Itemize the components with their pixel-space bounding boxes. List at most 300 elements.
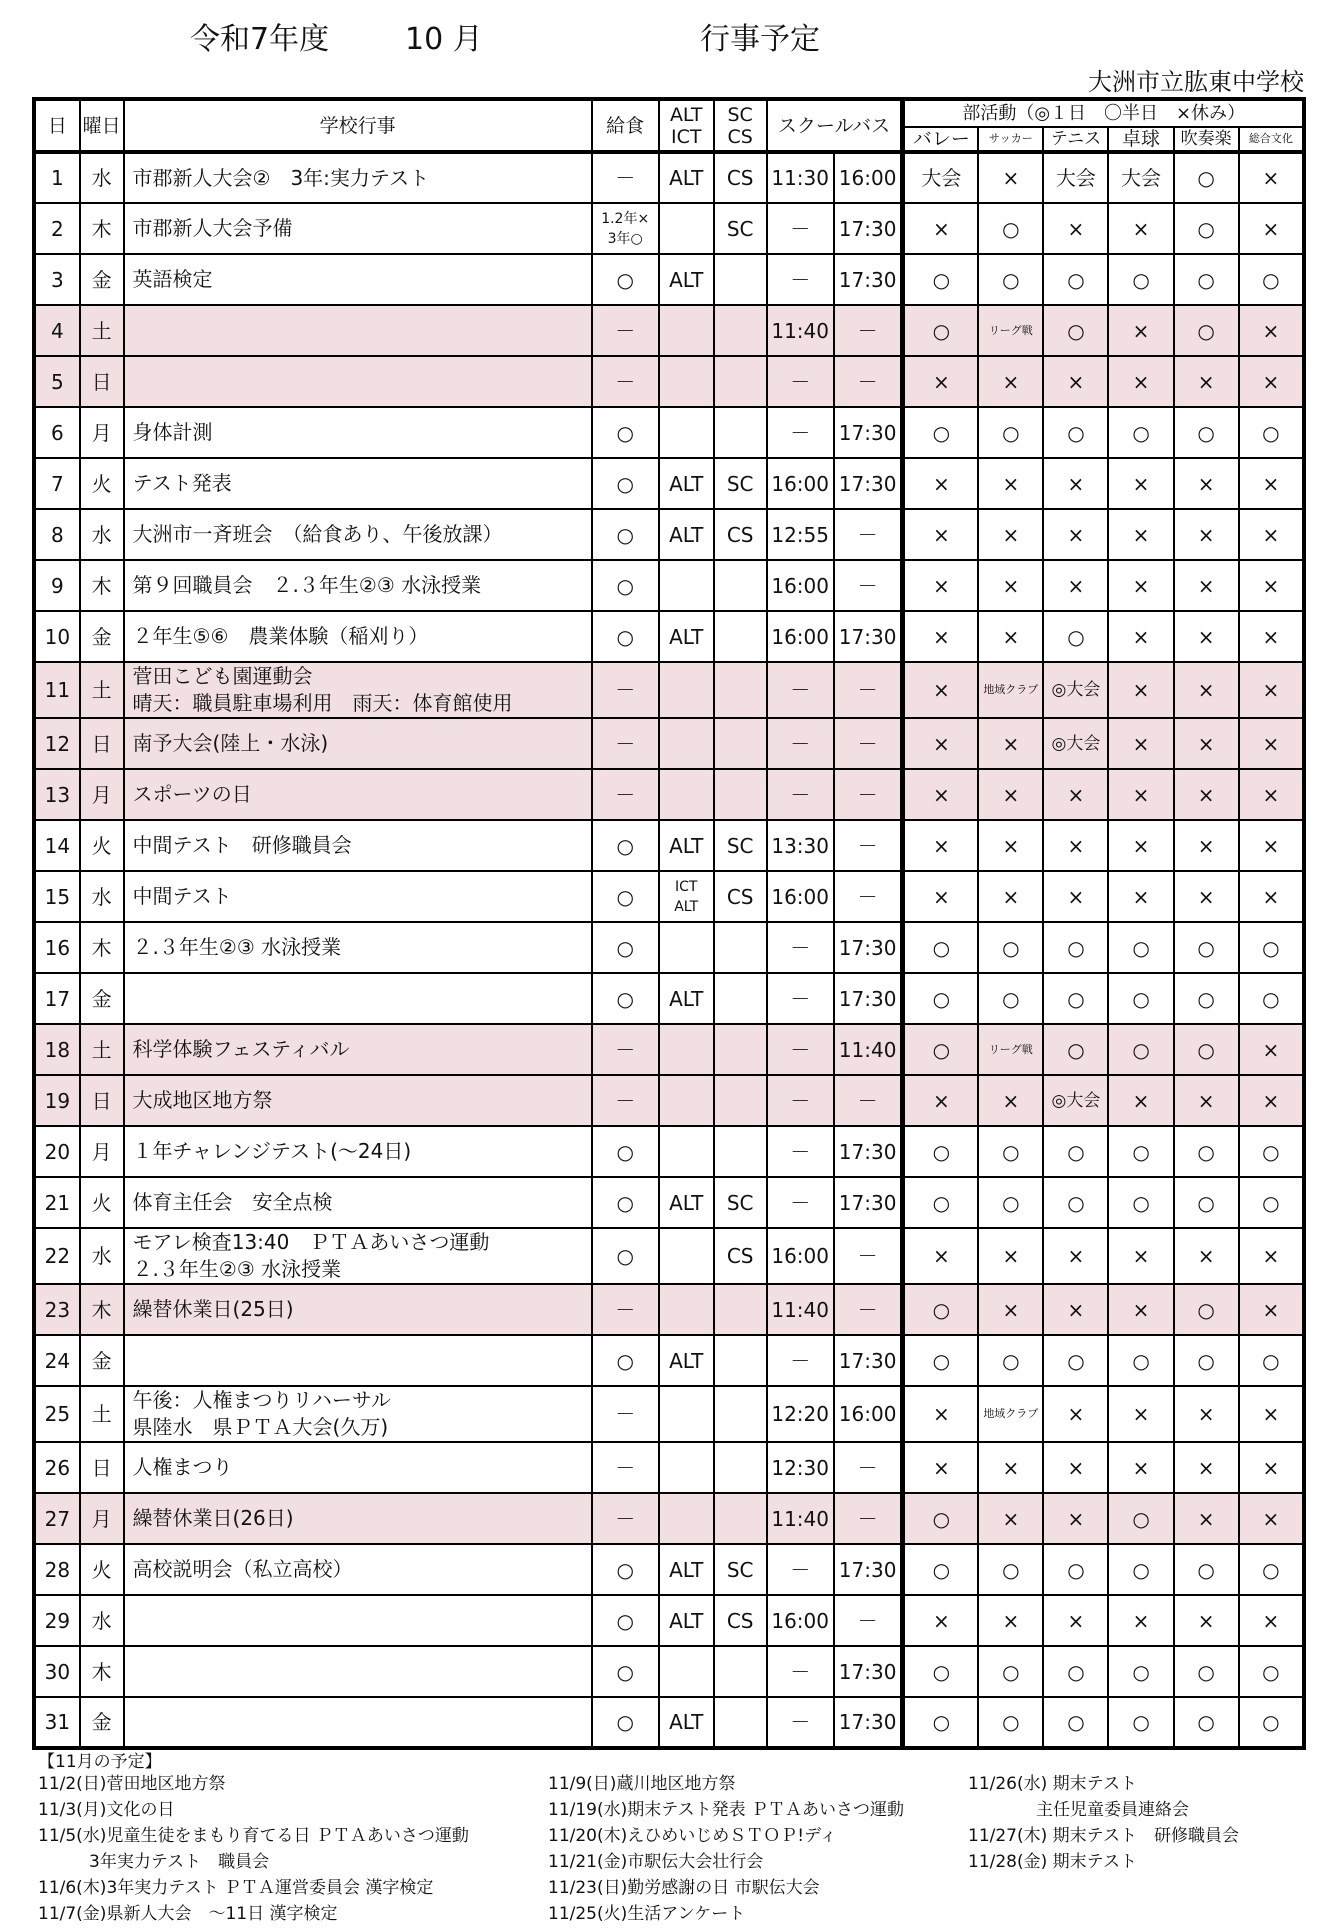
col-event: 学校行事 bbox=[124, 99, 592, 152]
weekday-cell: 火 bbox=[80, 1544, 124, 1595]
club-status-cell: × bbox=[1174, 1386, 1239, 1442]
lunch-cell: ○ bbox=[592, 1228, 659, 1284]
table-row bbox=[34, 1228, 1304, 1284]
club-status-cell: ○ bbox=[1239, 407, 1304, 458]
club-status-cell: ○ bbox=[1108, 407, 1173, 458]
club-status-cell: ○ bbox=[978, 1126, 1043, 1177]
club-status-cell: ○ bbox=[1108, 1335, 1173, 1386]
bus-depart-cell: － bbox=[767, 407, 834, 458]
club-status-cell: × bbox=[1043, 1442, 1108, 1493]
club-status-cell: × bbox=[1174, 356, 1239, 407]
event-cell: スポーツの日 bbox=[124, 769, 592, 820]
club-status-cell: ○ bbox=[1043, 973, 1108, 1024]
alt-cell bbox=[659, 1442, 714, 1493]
weekday-cell: 日 bbox=[80, 1442, 124, 1493]
sc-cell bbox=[714, 922, 767, 973]
club-volleyball: バレー bbox=[903, 127, 978, 152]
weekday-cell: 火 bbox=[80, 820, 124, 871]
club-status-cell: × bbox=[1239, 1442, 1304, 1493]
club-status-cell: × bbox=[1239, 1493, 1304, 1544]
club-status-cell: ○ bbox=[1174, 1024, 1239, 1075]
club-status-cell: × bbox=[1239, 1595, 1304, 1646]
day-cell: 15 bbox=[34, 871, 80, 922]
alt-cell bbox=[659, 407, 714, 458]
november-item: 3年実力テスト 職員会 bbox=[38, 1852, 270, 1872]
bus-depart-cell: － bbox=[767, 922, 834, 973]
club-status-cell: × bbox=[1108, 509, 1173, 560]
weekday-cell: 日 bbox=[80, 1075, 124, 1126]
club-status-cell: × bbox=[1108, 1284, 1173, 1335]
sc-cell bbox=[714, 1493, 767, 1544]
bus-depart-cell: 16:00 bbox=[767, 560, 834, 611]
club-status-cell: × bbox=[903, 1442, 978, 1493]
club-status-cell: × bbox=[903, 1075, 978, 1126]
club-status-cell: × bbox=[1108, 1595, 1173, 1646]
sc-cell bbox=[714, 973, 767, 1024]
sc-cell: CS bbox=[714, 871, 767, 922]
col-lunch: 給食 bbox=[592, 99, 659, 152]
club-status-cell: × bbox=[1108, 1442, 1173, 1493]
sc-cell bbox=[714, 718, 767, 769]
sc-cell: SC bbox=[714, 458, 767, 509]
day-cell: 5 bbox=[34, 356, 80, 407]
bus-return-cell: － bbox=[834, 820, 903, 871]
club-status-cell: × bbox=[978, 820, 1043, 871]
alt-cell: ALT bbox=[659, 1697, 714, 1748]
club-status-cell: ○ bbox=[978, 1177, 1043, 1228]
lunch-cell: ○ bbox=[592, 1646, 659, 1697]
november-item: 11/6(木)3年実力テスト ＰＴＡ運営委員会 漢字検定 bbox=[38, 1878, 434, 1898]
club-status-cell: ○ bbox=[903, 1126, 978, 1177]
sc-cell: CS bbox=[714, 152, 767, 203]
club-status-cell: × bbox=[1174, 820, 1239, 871]
weekday-cell: 月 bbox=[80, 407, 124, 458]
weekday-cell: 木 bbox=[80, 203, 124, 254]
club-status-cell: ○ bbox=[903, 1024, 978, 1075]
club-status-cell: × bbox=[1239, 1024, 1304, 1075]
bus-return-cell: － bbox=[834, 718, 903, 769]
alt-cell bbox=[659, 1493, 714, 1544]
sc-cell bbox=[714, 1024, 767, 1075]
sc-cell: SC bbox=[714, 1544, 767, 1595]
club-status-cell: × bbox=[1174, 1442, 1239, 1493]
weekday-cell: 木 bbox=[80, 922, 124, 973]
club-status-cell: ○ bbox=[1108, 1126, 1173, 1177]
bus-return-cell: 16:00 bbox=[834, 1386, 903, 1442]
club-status-cell: × bbox=[1239, 820, 1304, 871]
day-cell: 24 bbox=[34, 1335, 80, 1386]
bus-return-cell: 17:30 bbox=[834, 1544, 903, 1595]
club-status-cell: ○ bbox=[1174, 1646, 1239, 1697]
bus-depart-cell: － bbox=[767, 1177, 834, 1228]
november-item: 11/27(木) 期末テスト 研修職員会 bbox=[968, 1826, 1239, 1846]
november-col-3 bbox=[968, 1771, 1239, 1875]
club-status-cell: ○ bbox=[1108, 1177, 1173, 1228]
weekday-cell: 土 bbox=[80, 662, 124, 718]
bus-return-cell: 17:30 bbox=[834, 1335, 903, 1386]
bus-return-cell: － bbox=[834, 1228, 903, 1284]
day-cell: 11 bbox=[34, 662, 80, 718]
bus-return-cell: 17:30 bbox=[834, 1697, 903, 1748]
club-status-cell: ○ bbox=[1174, 922, 1239, 973]
club-status-cell: × bbox=[1239, 1284, 1304, 1335]
bus-depart-cell: － bbox=[767, 254, 834, 305]
november-item: 11/26(水) 期末テスト bbox=[968, 1774, 1137, 1794]
lunch-cell: ○ bbox=[592, 820, 659, 871]
club-status-cell: ○ bbox=[978, 1646, 1043, 1697]
table-row bbox=[34, 718, 1304, 769]
club-status-cell: ○ bbox=[1043, 1544, 1108, 1595]
alt-cell: ALT bbox=[659, 1177, 714, 1228]
lunch-cell: ○ bbox=[592, 1697, 659, 1748]
bus-return-cell: 17:30 bbox=[834, 407, 903, 458]
day-cell: 19 bbox=[34, 1075, 80, 1126]
event-cell bbox=[124, 1697, 592, 1748]
day-cell: 6 bbox=[34, 407, 80, 458]
alt-cell: ICT ALT bbox=[659, 871, 714, 922]
club-status-cell: × bbox=[1108, 611, 1173, 662]
club-status-cell: ○ bbox=[1174, 407, 1239, 458]
alt-cell bbox=[659, 203, 714, 254]
lunch-cell: － bbox=[592, 1442, 659, 1493]
club-status-cell: × bbox=[903, 611, 978, 662]
bus-depart-cell: － bbox=[767, 1335, 834, 1386]
club-status-cell: × bbox=[1174, 509, 1239, 560]
day-cell: 1 bbox=[34, 152, 80, 203]
club-status-cell: × bbox=[1239, 152, 1304, 203]
club-status-cell: ○ bbox=[903, 922, 978, 973]
lunch-cell: － bbox=[592, 718, 659, 769]
table-row bbox=[34, 458, 1304, 509]
club-status-cell: × bbox=[1108, 769, 1173, 820]
weekday-cell: 土 bbox=[80, 1386, 124, 1442]
table-row bbox=[34, 1126, 1304, 1177]
sc-cell bbox=[714, 356, 767, 407]
lunch-cell: － bbox=[592, 1024, 659, 1075]
alt-cell bbox=[659, 1228, 714, 1284]
club-status-cell: × bbox=[1108, 203, 1173, 254]
alt-cell bbox=[659, 356, 714, 407]
club-status-cell: ○ bbox=[1108, 254, 1173, 305]
club-status-cell: × bbox=[978, 718, 1043, 769]
table-row bbox=[34, 356, 1304, 407]
club-status-cell: × bbox=[978, 356, 1043, 407]
lunch-cell: ○ bbox=[592, 509, 659, 560]
sc-cell bbox=[714, 1126, 767, 1177]
club-general-culture: 総合文化 bbox=[1239, 127, 1304, 152]
sc-cell bbox=[714, 560, 767, 611]
lunch-cell: － bbox=[592, 662, 659, 718]
bus-return-cell: － bbox=[834, 1284, 903, 1335]
club-status-cell: ○ bbox=[1108, 973, 1173, 1024]
lunch-cell: ○ bbox=[592, 922, 659, 973]
club-status-cell: × bbox=[1174, 1075, 1239, 1126]
sc-cell: SC bbox=[714, 820, 767, 871]
weekday-cell: 水 bbox=[80, 509, 124, 560]
club-status-cell: ○ bbox=[1174, 1335, 1239, 1386]
day-cell: 4 bbox=[34, 305, 80, 356]
club-status-cell: × bbox=[1239, 305, 1304, 356]
table-row bbox=[34, 1075, 1304, 1126]
bus-return-cell: 17:30 bbox=[834, 1646, 903, 1697]
col-bus: スクールバス bbox=[767, 99, 903, 152]
day-cell: 26 bbox=[34, 1442, 80, 1493]
table-row bbox=[34, 820, 1304, 871]
table-row bbox=[34, 1177, 1304, 1228]
club-status-cell: × bbox=[978, 1442, 1043, 1493]
club-status-cell: ○ bbox=[1043, 254, 1108, 305]
alt-cell bbox=[659, 1075, 714, 1126]
lunch-cell: ○ bbox=[592, 1126, 659, 1177]
club-status-cell: × bbox=[1043, 1228, 1108, 1284]
table-row bbox=[34, 1595, 1304, 1646]
club-status-cell: × bbox=[978, 1228, 1043, 1284]
day-cell: 18 bbox=[34, 1024, 80, 1075]
club-status-cell: ○ bbox=[903, 1544, 978, 1595]
weekday-cell: 金 bbox=[80, 1697, 124, 1748]
club-status-cell: × bbox=[1239, 509, 1304, 560]
lunch-cell: － bbox=[592, 1386, 659, 1442]
club-status-cell: ○ bbox=[1043, 305, 1108, 356]
club-status-cell: ○ bbox=[1174, 152, 1239, 203]
club-status-cell: × bbox=[1108, 560, 1173, 611]
club-status-cell: × bbox=[1108, 1075, 1173, 1126]
club-status-cell: ○ bbox=[1043, 1335, 1108, 1386]
club-status-cell: ○ bbox=[1043, 1646, 1108, 1697]
bus-return-cell: － bbox=[834, 356, 903, 407]
november-item: 11/20(木)えひめいじめＳＴＯＰ!ディ bbox=[548, 1826, 837, 1846]
day-cell: 10 bbox=[34, 611, 80, 662]
weekday-cell: 木 bbox=[80, 1284, 124, 1335]
bus-depart-cell: － bbox=[767, 662, 834, 718]
november-col-2 bbox=[548, 1771, 904, 1927]
club-status-cell: × bbox=[1239, 1228, 1304, 1284]
club-status-cell: × bbox=[1174, 871, 1239, 922]
event-cell: 中間テスト bbox=[124, 871, 592, 922]
club-status-cell: × bbox=[1239, 1386, 1304, 1442]
club-status-cell: × bbox=[1043, 509, 1108, 560]
bus-return-cell: 17:30 bbox=[834, 1126, 903, 1177]
club-status-cell: × bbox=[978, 871, 1043, 922]
weekday-cell: 土 bbox=[80, 305, 124, 356]
day-cell: 14 bbox=[34, 820, 80, 871]
club-status-cell: × bbox=[903, 1228, 978, 1284]
table-row bbox=[34, 1493, 1304, 1544]
club-status-cell: 大会 bbox=[1043, 152, 1108, 203]
club-status-cell: ○ bbox=[1239, 1335, 1304, 1386]
sc-cell bbox=[714, 1075, 767, 1126]
club-status-cell: ○ bbox=[1239, 1126, 1304, 1177]
table-row bbox=[34, 305, 1304, 356]
club-status-cell: × bbox=[1108, 305, 1173, 356]
event-cell: 繰替休業日(25日) bbox=[124, 1284, 592, 1335]
day-cell: 17 bbox=[34, 973, 80, 1024]
day-cell: 20 bbox=[34, 1126, 80, 1177]
alt-cell bbox=[659, 560, 714, 611]
club-status-cell: 地域クラブ bbox=[978, 662, 1043, 718]
lunch-cell: ○ bbox=[592, 871, 659, 922]
day-cell: 12 bbox=[34, 718, 80, 769]
club-status-cell: × bbox=[1174, 662, 1239, 718]
table-row bbox=[34, 1386, 1304, 1442]
club-status-cell: × bbox=[1043, 458, 1108, 509]
club-status-cell: × bbox=[903, 458, 978, 509]
club-status-cell: × bbox=[978, 152, 1043, 203]
bus-depart-cell: － bbox=[767, 1544, 834, 1595]
club-status-cell: × bbox=[978, 1595, 1043, 1646]
club-status-cell: × bbox=[903, 1595, 978, 1646]
school-name: 大洲市立肱東中学校 bbox=[1088, 68, 1304, 96]
bus-depart-cell: 16:00 bbox=[767, 611, 834, 662]
alt-cell: ALT bbox=[659, 509, 714, 560]
day-cell: 2 bbox=[34, 203, 80, 254]
november-item: 11/5(水)児童生徒をまもり育てる日 ＰＴＡあいさつ運動 bbox=[38, 1826, 469, 1846]
club-status-cell: × bbox=[978, 769, 1043, 820]
event-cell bbox=[124, 1646, 592, 1697]
club-status-cell: × bbox=[1108, 356, 1173, 407]
bus-depart-cell: 11:40 bbox=[767, 1493, 834, 1544]
bus-depart-cell: － bbox=[767, 1024, 834, 1075]
alt-cell bbox=[659, 1386, 714, 1442]
table-row bbox=[34, 1697, 1304, 1748]
alt-cell: ALT bbox=[659, 1544, 714, 1595]
sc-cell bbox=[714, 1284, 767, 1335]
club-status-cell: × bbox=[1043, 820, 1108, 871]
weekday-cell: 水 bbox=[80, 871, 124, 922]
weekday-cell: 月 bbox=[80, 1126, 124, 1177]
club-status-cell: × bbox=[903, 356, 978, 407]
bus-depart-cell: － bbox=[767, 1697, 834, 1748]
lunch-cell: － bbox=[592, 769, 659, 820]
event-cell: ２年生⑤⑥ 農業体験（稲刈り） bbox=[124, 611, 592, 662]
club-status-cell: ○ bbox=[1108, 1697, 1173, 1748]
table-row bbox=[34, 973, 1304, 1024]
day-cell: 16 bbox=[34, 922, 80, 973]
club-status-cell: ○ bbox=[1108, 1024, 1173, 1075]
alt-cell: ALT bbox=[659, 458, 714, 509]
club-status-cell: × bbox=[1239, 611, 1304, 662]
bus-depart-cell: － bbox=[767, 1126, 834, 1177]
table-row bbox=[34, 1335, 1304, 1386]
bus-return-cell: － bbox=[834, 1442, 903, 1493]
sc-cell bbox=[714, 1697, 767, 1748]
col-day: 日 bbox=[34, 99, 80, 152]
club-status-cell: × bbox=[1174, 1595, 1239, 1646]
alt-cell bbox=[659, 1126, 714, 1177]
table-row bbox=[34, 1646, 1304, 1697]
lunch-cell: ○ bbox=[592, 1177, 659, 1228]
club-table-tennis: 卓球 bbox=[1108, 127, 1173, 152]
col-clubs: 部活動（◎１日 〇半日 ×休み） bbox=[903, 99, 1304, 127]
club-status-cell: × bbox=[903, 820, 978, 871]
table-row bbox=[34, 152, 1304, 203]
weekday-cell: 金 bbox=[80, 973, 124, 1024]
lunch-cell: ○ bbox=[592, 1335, 659, 1386]
sc-cell bbox=[714, 407, 767, 458]
event-cell: 身体計測 bbox=[124, 407, 592, 458]
table-row bbox=[34, 1024, 1304, 1075]
club-status-cell: ○ bbox=[1239, 1646, 1304, 1697]
club-brass-band: 吹奏楽 bbox=[1174, 127, 1239, 152]
page-title: 行事予定 bbox=[700, 22, 820, 57]
club-status-cell: × bbox=[903, 769, 978, 820]
bus-return-cell: － bbox=[834, 1493, 903, 1544]
november-item: 11/2(日)菅田地区地方祭 bbox=[38, 1774, 226, 1794]
lunch-cell: ○ bbox=[592, 458, 659, 509]
sc-cell bbox=[714, 1386, 767, 1442]
november-item: 11/7(金)県新人大会 ～11日 漢字検定 bbox=[38, 1904, 338, 1924]
club-status-cell: × bbox=[1043, 356, 1108, 407]
table-row bbox=[34, 1442, 1304, 1493]
event-cell: 中間テスト 研修職員会 bbox=[124, 820, 592, 871]
bus-return-cell: － bbox=[834, 1075, 903, 1126]
club-status-cell: ○ bbox=[1174, 203, 1239, 254]
weekday-cell: 金 bbox=[80, 254, 124, 305]
bus-return-cell: － bbox=[834, 769, 903, 820]
table-row bbox=[34, 560, 1304, 611]
club-tennis: テニス bbox=[1043, 127, 1108, 152]
bus-depart-cell: 12:55 bbox=[767, 509, 834, 560]
event-cell: １年チャレンジテスト(～24日) bbox=[124, 1126, 592, 1177]
day-cell: 8 bbox=[34, 509, 80, 560]
club-status-cell: ○ bbox=[1043, 1177, 1108, 1228]
club-status-cell: ○ bbox=[978, 1335, 1043, 1386]
club-status-cell: × bbox=[1239, 356, 1304, 407]
weekday-cell: 土 bbox=[80, 1024, 124, 1075]
november-item: 11/3(月)文化の日 bbox=[38, 1800, 175, 1820]
event-cell: ２.３年生②③ 水泳授業 bbox=[124, 922, 592, 973]
day-cell: 30 bbox=[34, 1646, 80, 1697]
weekday-cell: 水 bbox=[80, 1595, 124, 1646]
club-status-cell: × bbox=[1043, 203, 1108, 254]
bus-depart-cell: － bbox=[767, 769, 834, 820]
weekday-cell: 金 bbox=[80, 611, 124, 662]
club-status-cell: × bbox=[1239, 662, 1304, 718]
november-heading: 【11月の予定】 bbox=[38, 1752, 162, 1772]
club-status-cell: ○ bbox=[1043, 922, 1108, 973]
event-cell bbox=[124, 356, 592, 407]
sc-cell bbox=[714, 769, 767, 820]
club-status-cell: ○ bbox=[903, 254, 978, 305]
bus-depart-cell: 16:00 bbox=[767, 1228, 834, 1284]
table-row bbox=[34, 922, 1304, 973]
club-status-cell: ○ bbox=[1174, 1126, 1239, 1177]
bus-depart-cell: － bbox=[767, 973, 834, 1024]
club-status-cell: ○ bbox=[1174, 1177, 1239, 1228]
club-status-cell: × bbox=[1043, 1386, 1108, 1442]
club-status-cell: × bbox=[978, 1075, 1043, 1126]
bus-depart-cell: 11:40 bbox=[767, 305, 834, 356]
club-status-cell: × bbox=[903, 662, 978, 718]
month-label: 10 月 bbox=[405, 22, 483, 57]
table-row bbox=[34, 1284, 1304, 1335]
november-schedule bbox=[38, 1747, 1328, 1927]
col-alt: ALT ICT bbox=[659, 99, 714, 152]
club-status-cell: × bbox=[1239, 203, 1304, 254]
bus-depart-cell: － bbox=[767, 203, 834, 254]
bus-return-cell: － bbox=[834, 305, 903, 356]
sc-cell bbox=[714, 254, 767, 305]
table-row bbox=[34, 662, 1304, 718]
club-status-cell: × bbox=[978, 1284, 1043, 1335]
bus-depart-cell: 12:20 bbox=[767, 1386, 834, 1442]
schedule-rows bbox=[34, 152, 1304, 1748]
table-row bbox=[34, 769, 1304, 820]
day-cell: 25 bbox=[34, 1386, 80, 1442]
table-row bbox=[34, 203, 1304, 254]
bus-return-cell: 17:30 bbox=[834, 1177, 903, 1228]
club-status-cell: × bbox=[903, 871, 978, 922]
